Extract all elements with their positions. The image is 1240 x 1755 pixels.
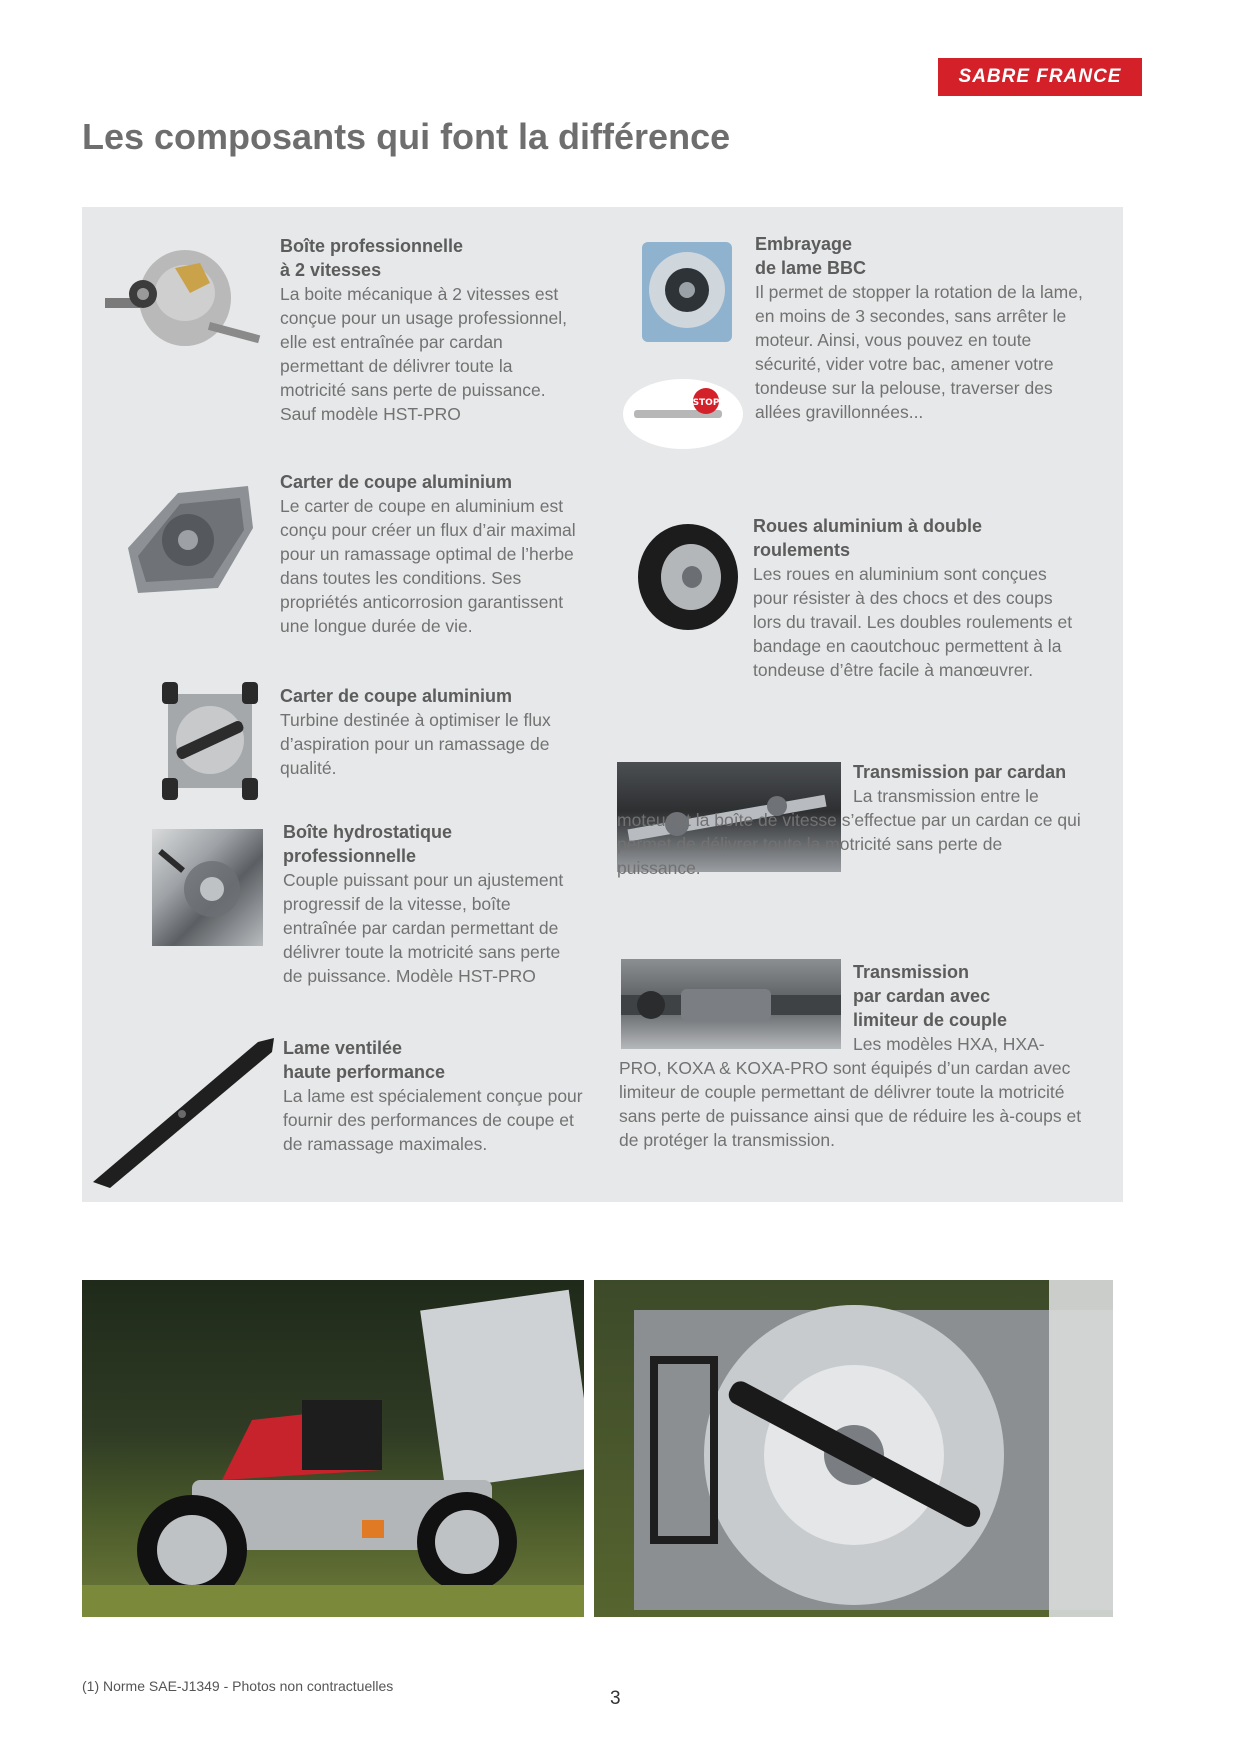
component-title: Transmission (853, 962, 970, 982)
component-item (283, 1036, 583, 1156)
component-title: à 2 vitesses (280, 260, 382, 280)
component-description: Couple puissant pour un ajustement progressif de la vitesse, boîte entraînée par cardan permettant de délivrer toute la motricité sans perte de puissance. Modèle HST-PRO (283, 870, 564, 986)
component-description: La lame est spécialement conçue pour fournir des performances de coupe et de ramassage maximales. (283, 1086, 583, 1154)
footnote: (1) Norme SAE-J1349 - Photos non contractuelles (82, 1678, 394, 1694)
component-title: Embrayage (755, 234, 853, 254)
component-item (280, 684, 580, 780)
component-title: Carter de coupe aluminium (280, 686, 513, 706)
component-description: Le carter de coupe en aluminium est conçu pour créer un flux d’air maximal pour un ramassage optimal de l’herbe dans toutes les conditions. Ses propriétés anticorrosion garantissent une longue durée de vie. (280, 496, 576, 636)
component-title: Transmission par cardan (853, 762, 1067, 782)
blade-illustration (88, 1032, 278, 1188)
cutting-deck-illustration (118, 478, 258, 600)
component-item (853, 760, 1083, 784)
component-description: La transmission entre le moteur et la boîte de vitesse s’effectue par un cardan ce qui permet de délivrer toute la motricité sans perte de puissance. (617, 786, 1081, 878)
component-title: Boîte professionnelle (280, 236, 464, 256)
component-item (755, 232, 1085, 424)
component-description: La boite mécanique à 2 vitesses est conçue pour un usage professionnel, elle est entraînée par cardan permettant de délivrer toute la motricité sans perte de puissance. Sauf modèle HST-PRO (280, 284, 568, 424)
brand-logo: SABRE FRANCE (938, 58, 1142, 96)
component-item (280, 234, 580, 426)
component-title: Boîte hydrostatique (283, 822, 453, 842)
component-description: Il permet de stopper la rotation de la lame, en moins de 3 secondes, sans arrêter le moteur. Ainsi, vous pouvez en toute sécurité, vider votre bac, amener votre tondeuse sur la pelouse, traverser des allées gravillonnées... (755, 282, 1083, 422)
wheel-illustration (636, 523, 740, 631)
component-title: Carter de coupe aluminium (280, 472, 513, 492)
component-description: Turbine destinée à optimiser le flux d’aspiration pour un ramassage de qualité. (280, 710, 551, 778)
blade-clutch-illustration (632, 234, 742, 374)
component-title: Roues aluminium à double (753, 516, 983, 536)
deck-turbine-illustration (162, 680, 258, 802)
component-title: de lame BBC (755, 258, 867, 278)
stop-blade-illustration (622, 376, 744, 450)
stop-badge-label: STOP (692, 398, 720, 408)
page-number: 3 (610, 1688, 621, 1709)
component-title: haute performance (283, 1062, 446, 1082)
mower-side-photo (82, 1280, 584, 1617)
hydrostatic-gearbox-photo (152, 829, 263, 946)
component-item (753, 514, 1083, 682)
component-item (619, 1032, 1084, 1152)
component-item (617, 784, 1082, 880)
component-item (280, 470, 580, 638)
mower-underside-photo (594, 1280, 1113, 1617)
component-description: Les modèles HXA, HXA-PRO, KOXA & KOXA-PRO sont équipés d’un cardan avec limiteur de couple permettant de délivrer toute la motricité sans perte de puissance ainsi que de réduire les à-coups et de protéger la transmission. (619, 1034, 1082, 1150)
component-item (853, 960, 1083, 1032)
gearbox-illustration (105, 238, 265, 366)
component-title: par cardan avec (853, 986, 991, 1006)
component-title: roulements (753, 540, 851, 560)
component-title: professionnelle (283, 846, 417, 866)
component-description: Les roues en aluminium sont conçues pour résister à des chocs et des coups lors du travail. Les doubles roulements et bandage en caoutchouc permettent à la tondeuse d’être facile à manœuvrer. (753, 564, 1073, 680)
component-item (283, 820, 583, 988)
component-title: Lame ventilée (283, 1038, 403, 1058)
component-title: limiteur de couple (853, 1010, 1008, 1030)
page-title: Les composants qui font la différence (82, 116, 731, 157)
